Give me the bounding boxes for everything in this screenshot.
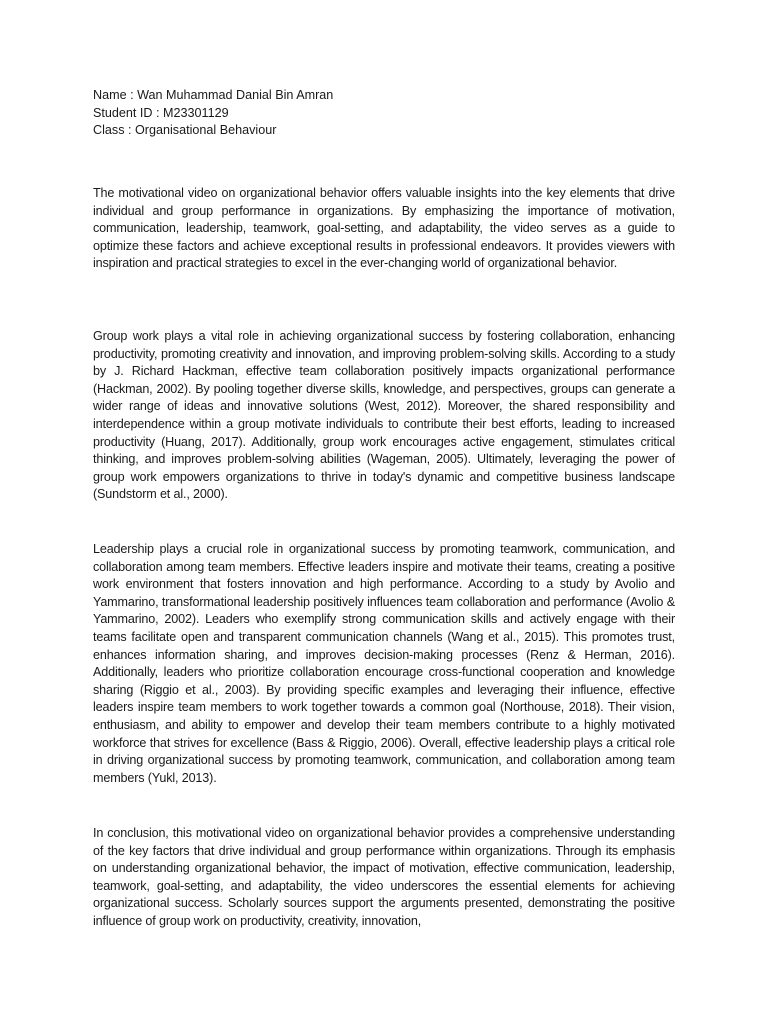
student-id: Student ID : M23301129 [93,105,229,120]
paragraph-conclusion: In conclusion, this motivational video on organizational behavior provides a comprehensive understanding of the key factors that drive individual and group performance within organizations. Through its emphasis on understanding organizational behavior, the impact of motivation, effective communication, leadership, teamwork, goal-setting, and adaptability, the video underscores the essential elements for achieving organizational success. Scholarly sources support the arguments presented, demonstrating the positive influence of group work on productivity, creativity, innovation, [93,826,675,928]
paragraph-group-work: Group work plays a vital role in achieving organizational success by fostering collaboration, enhancing productivity, promoting creativity and innovation, and improving problem-solving skills. According to a study by J. Richard Hackman, effective team collaboration positively impacts organizational performance (Hackman, 2002). By pooling together diverse skills, knowledge, and perspectives, groups can generate a wider range of ideas and innovative solutions (West, 2012). Moreover, the shared responsibility and interdependence within a group motivate individuals to contribute their best efforts, leading to increased productivity (Huang, 2017). Additionally, group work encourages active engagement, stimulates critical thinking, and improves problem-solving abilities (Wageman, 2005). Ultimately, leveraging the power of group work empowers organizations to thrive in today's dynamic and competitive business landscape (Sundstorm et al., 2000). [93,329,675,502]
paragraph-leadership: Leadership plays a crucial role in organizational success by promoting teamwork, communication, and collaboration among team members. Effective leaders inspire and motivate their teams, creating a positive work environment that fosters innovation and high performance. According to a study by Avolio and Yammarino, transformational leadership positively influences team collaboration and performance (Avolio & Yammarino, 2002). Leaders who exemplify strong communication skills and actively engage with their teams facilitate open and transparent communication channels (Wang et al., 2015). This promotes trust, enhances information sharing, and improves decision-making processes (Renz & Herman, 2016). Additionally, leaders who prioritize collaboration encourage cross-functional cooperation and knowledge sharing (Riggio et al., 2003). By providing specific examples and leveraging their influence, effective leaders inspire team members to work together towards a common goal (Northouse, 2018). Their vision, enthusiasm, and ability to empower and develop their team members contribute to a highly motivated workforce that strives for excellence (Bass & Riggio, 2006). Overall, effective leadership plays a critical role in driving organizational success by promoting teamwork, communication, and collaboration among team members (Yukl, 2013). [93,542,675,785]
class-name: Class : Organisational Behaviour [93,123,277,138]
student-name: Name : Wan Muhammad Danial Bin Amran [93,88,334,102]
student-info-header [93,87,675,140]
paragraph-introduction: The motivational video on organizational behavior offers valuable insights into the key elements that drive individual and group performance in organizations. By emphasizing the importance of motivation, communication, leadership, teamwork, goal-setting, and adaptability, the video serves as a guide to optimize these factors and achieve exceptional results in professional endeavors. It provides viewers with inspiration and practical strategies to excel in the ever-changing world of organizational behavior. [93,186,675,271]
